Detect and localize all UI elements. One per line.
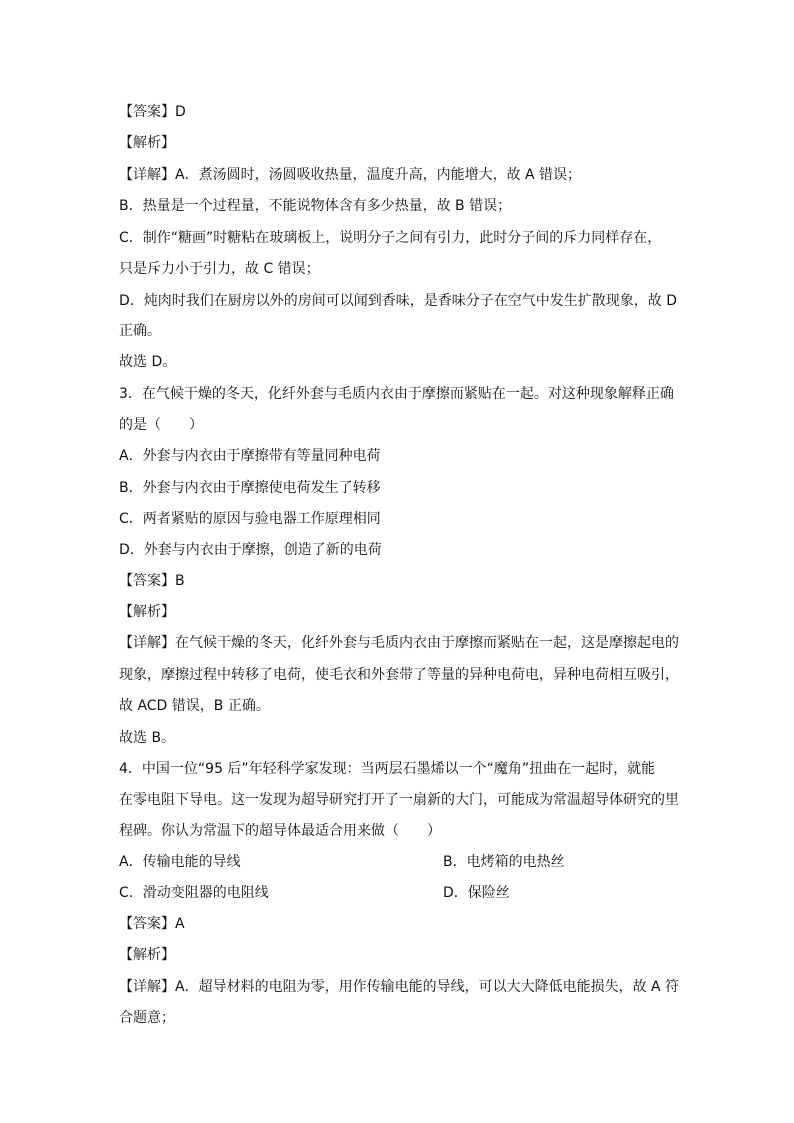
- q2-detail-line: 只是斥力小于引力，故 C 错误；: [119, 261, 320, 277]
- q3-stem-line: 的是（ ）: [119, 417, 203, 433]
- q4-detail-line: 【详解】A．超导材料的电阻为零，用作传输电能的导线，可以大大降低电能损失，故 A 符: [119, 979, 680, 995]
- q2-answer: 【答案】D: [119, 104, 186, 120]
- q4-option-d: D．保险丝: [443, 885, 510, 901]
- q3-option-a: A．外套与内衣由于摩擦带有等量同种电荷: [119, 448, 381, 464]
- q3-option-c: C．两者紧贴的原因与验电器工作原理相同: [119, 511, 381, 527]
- q4-option-b: B．电烤箱的电热丝: [443, 854, 565, 870]
- q2-detail-line: C．制作“糖画”时糖粘在玻璃板上，说明分子之间有引力，此时分子间的斥力同样存在，: [119, 230, 662, 246]
- q3-stem-line: 3．在气候干燥的冬天，化纤外套与毛质内衣由于摩擦而紧贴在一起。对这种现象解释正确: [119, 386, 674, 402]
- q3-analysis-heading: 【解析】: [119, 604, 175, 620]
- q4-stem-line: 程碑。你认为常温下的超导体最适合用来做（ ）: [119, 823, 441, 839]
- q2-detail-line: D．炖肉时我们在厨房以外的房间可以闻到香味，是香味分子在空气中发生扩散现象，故 D: [119, 293, 678, 309]
- q4-detail-line: 合题意；: [119, 1010, 175, 1026]
- q3-answer: 【答案】B: [119, 573, 185, 589]
- q4-stem-line: 4．中国一位“95 后”年轻科学家发现：当两层石墨烯以一个“魔角”扭曲在一起时，就能: [119, 761, 656, 777]
- q4-option-c: C．滑动变阻器的电阻线: [119, 885, 269, 901]
- q4-option-a: A．传输电能的导线: [119, 854, 241, 870]
- q2-analysis-heading: 【解析】: [119, 135, 175, 151]
- q4-stem-line: 在零电阻下导电。这一发现为超导研究打开了一扇新的大门，可能成为常温超导体研究的里: [119, 792, 679, 808]
- q3-detail-line: 故 ACD 错误，B 正确。: [119, 698, 270, 714]
- q2-detail-line: 【详解】A．煮汤圆时，汤圆吸收热量，温度升高，内能增大，故 A 错误；: [119, 167, 582, 183]
- q3-conclusion: 故选 B。: [119, 730, 176, 746]
- q3-option-d: D．外套与内衣由于摩擦，创造了新的电荷: [119, 542, 382, 558]
- q3-option-b: B．外套与内衣由于摩擦使电荷发生了转移: [119, 480, 381, 496]
- q3-detail-line: 【详解】在气候干燥的冬天，化纤外套与毛质内衣由于摩擦而紧贴在一起，这是摩擦起电的: [119, 635, 679, 651]
- q2-detail-line: B．热量是一个过程量，不能说物体含有多少热量，故 B 错误；: [119, 198, 512, 214]
- q2-conclusion: 故选 D。: [119, 354, 177, 370]
- q3-detail-line: 现象，摩擦过程中转移了电荷，使毛衣和外套带了等量的异种电荷电，异种电荷相互吸引，: [119, 667, 679, 683]
- q4-analysis-heading: 【解析】: [119, 947, 175, 963]
- q4-answer: 【答案】A: [119, 916, 185, 932]
- q2-detail-line: 正确。: [119, 323, 161, 339]
